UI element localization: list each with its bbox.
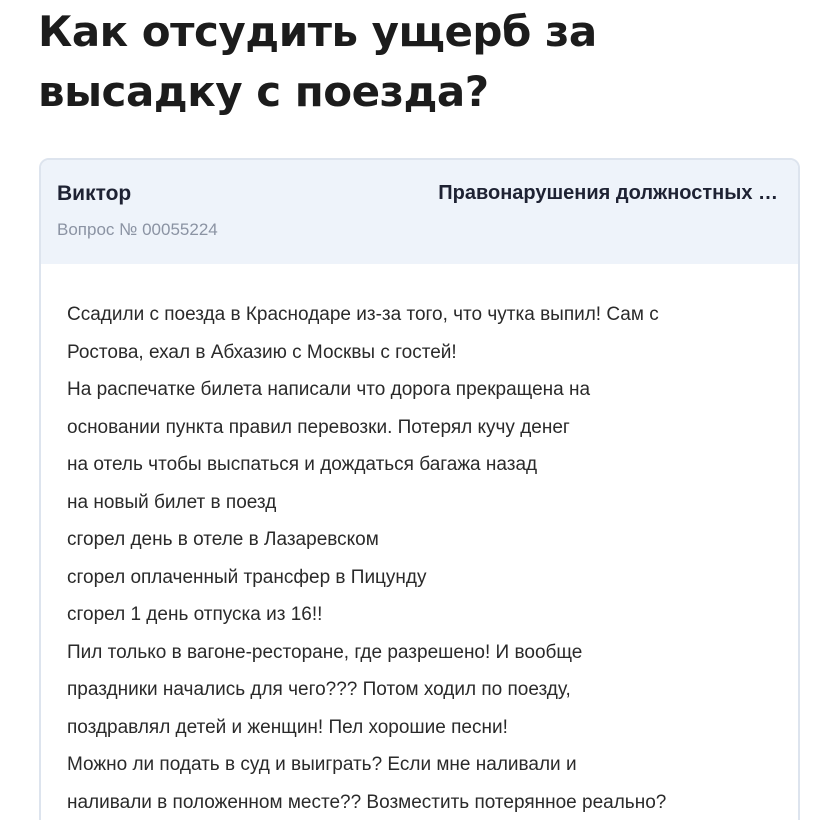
question-text-line: праздники начались для чего??? Потом ходил по поезду,	[67, 679, 571, 700]
question-card	[39, 158, 800, 820]
question-text-line: Можно ли подать в суд и выиграть? Если мне наливали и	[67, 754, 577, 775]
question-text-line: на новый билет в поезд	[67, 491, 277, 513]
page-title: Как отсудить ущерб за высадку с поезда?	[38, 7, 597, 116]
question-text-line: На распечатке билета написали что дорога прекращена на	[67, 379, 591, 400]
question-text-line: Пил только в вагоне-ресторане, где разрешено! И вообще	[67, 641, 583, 663]
question-text-line: сгорел 1 день отпуска из 16!!	[67, 604, 323, 625]
author-name[interactable]: Виктор	[57, 182, 132, 205]
question-text-line: сгорел оплаченный трансфер в Пицунду	[67, 566, 427, 588]
question-text-line: Ростова, ехал в Абхазию с Москвы с гостей!	[67, 341, 457, 363]
question-text-line: сгорел день в отеле в Лазаревском	[67, 529, 379, 550]
question-text-line: Ссадили с поезда в Краснодаре из-за того, что чутка выпил! Сам с	[67, 304, 659, 325]
question-text-line: основании пункта правил перевозки. Потерял кучу денег	[67, 416, 570, 438]
question-text-line: наливали в положенном месте?? Возместить потерянное реально?	[67, 791, 667, 813]
question-text-line: на отель чтобы выспаться и дождаться багажа назад	[67, 454, 538, 475]
question-text-line: поздравлял детей и женщин! Пел хорошие песни!	[67, 716, 508, 738]
question-body	[67, 296, 787, 820]
question-header	[41, 160, 798, 264]
category-link[interactable]: Правонарушения должностных …	[438, 182, 778, 204]
question-number: Вопрос № 00055224	[57, 220, 218, 239]
